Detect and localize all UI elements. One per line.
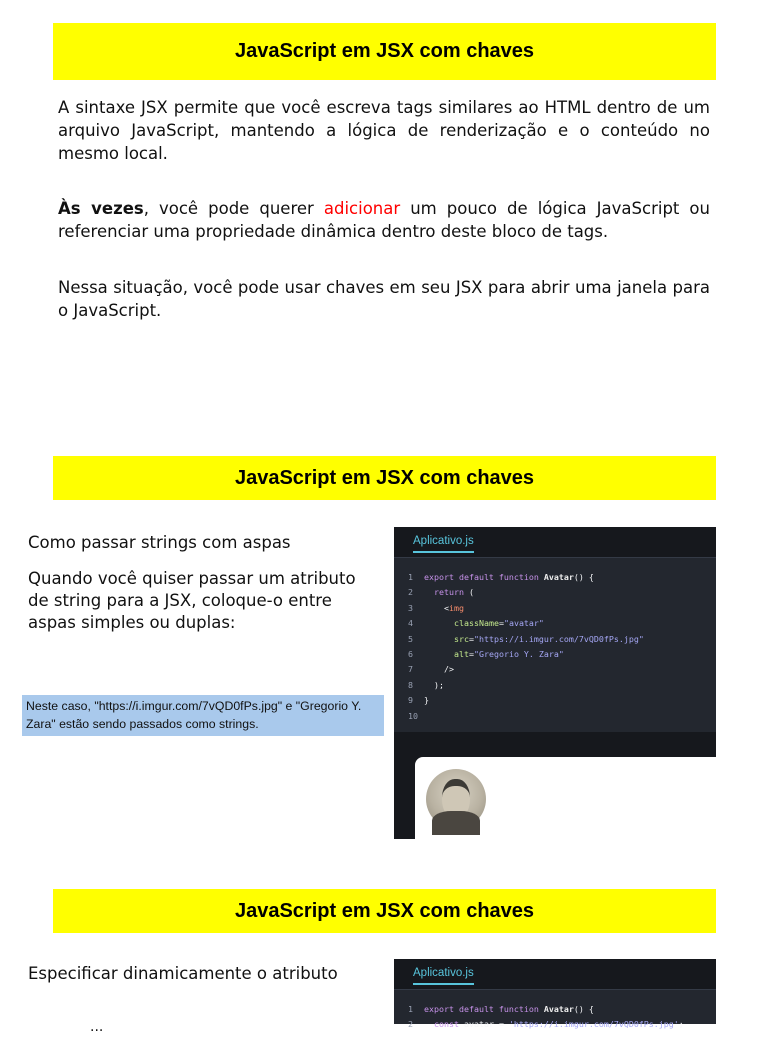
code-line: 4 className="avatar" <box>408 618 544 629</box>
section2-body: Quando você quiser passar um atributo de string para a JSX, coloque-o entre aspas simples ou duplas: <box>28 569 356 632</box>
section1-title: JavaScript em JSX com chaves <box>53 23 716 80</box>
code-line: 9 } <box>408 695 429 706</box>
section3-body-clipped: ... <box>90 1019 104 1035</box>
code-line: 2 return ( <box>408 587 474 598</box>
code-line: 1 export default function Avatar() { <box>408 1004 594 1014</box>
code-line: 6 alt="Gregorio Y. Zara" <box>408 648 564 659</box>
section2-title: JavaScript em JSX com chaves <box>53 456 716 500</box>
code-sandbox-1 <box>394 527 716 839</box>
code-tabbar <box>394 959 716 990</box>
section1-paragraph-2 <box>58 197 710 243</box>
section2-note: Neste caso, "https://i.imgur.com/7vQD0fPs.jpg" e "Gregorio Y. Zara" estão sendo passados como strings. <box>22 695 384 736</box>
code-tabbar <box>394 527 716 558</box>
file-tab[interactable]: Aplicativo.js <box>413 535 474 553</box>
preview-pane <box>394 732 716 839</box>
preview-card <box>415 757 725 857</box>
section1-paragraph-3: Nessa situação, você pode usar chaves em seu JSX para abrir uma janela para o JavaScript. <box>58 278 710 320</box>
code-line: 3 <img <box>408 602 464 613</box>
avatar <box>426 769 486 829</box>
section1-paragraph-1: A sintaxe JSX permite que você escreva tags similares ao HTML dentro de um arquivo JavaScript, mantendo a lógica de renderização e o conteúdo no mesmo local. <box>58 98 710 163</box>
code-block <box>394 990 716 1033</box>
file-tab[interactable]: Aplicativo.js <box>413 967 474 985</box>
code-line: 2 const avatar = 'https://i.imgur.com/7vQD0fPs.jpg'; <box>408 1019 684 1030</box>
code-line: 7 /> <box>408 664 454 675</box>
section3-subtitle: Especificar dinamicamente o atributo <box>28 964 338 983</box>
section1-p2-red: adicionar <box>323 199 401 218</box>
section1-p2-a: , você pode querer <box>143 199 324 218</box>
section2-subtitle: Como passar strings com aspas <box>28 533 291 552</box>
avatar-suit <box>432 811 480 835</box>
code-sandbox-2 <box>394 959 716 1030</box>
code-line: 8 ); <box>408 679 444 690</box>
code-block <box>394 558 716 724</box>
code-line: 1 export default function Avatar() { <box>408 572 594 582</box>
code-line: 10 <box>408 710 418 721</box>
section3-title: JavaScript em JSX com chaves <box>53 889 716 933</box>
section1-p2-b: um pouco de lógica JavaScript ou referenciar uma propriedade dinâmica dentro deste bloco de tags. <box>58 199 710 241</box>
code-line: 5 src="https://i.imgur.com/7vQD0fPs.jpg" <box>408 633 644 644</box>
section1-p2-bold: Às vezes <box>58 199 144 218</box>
